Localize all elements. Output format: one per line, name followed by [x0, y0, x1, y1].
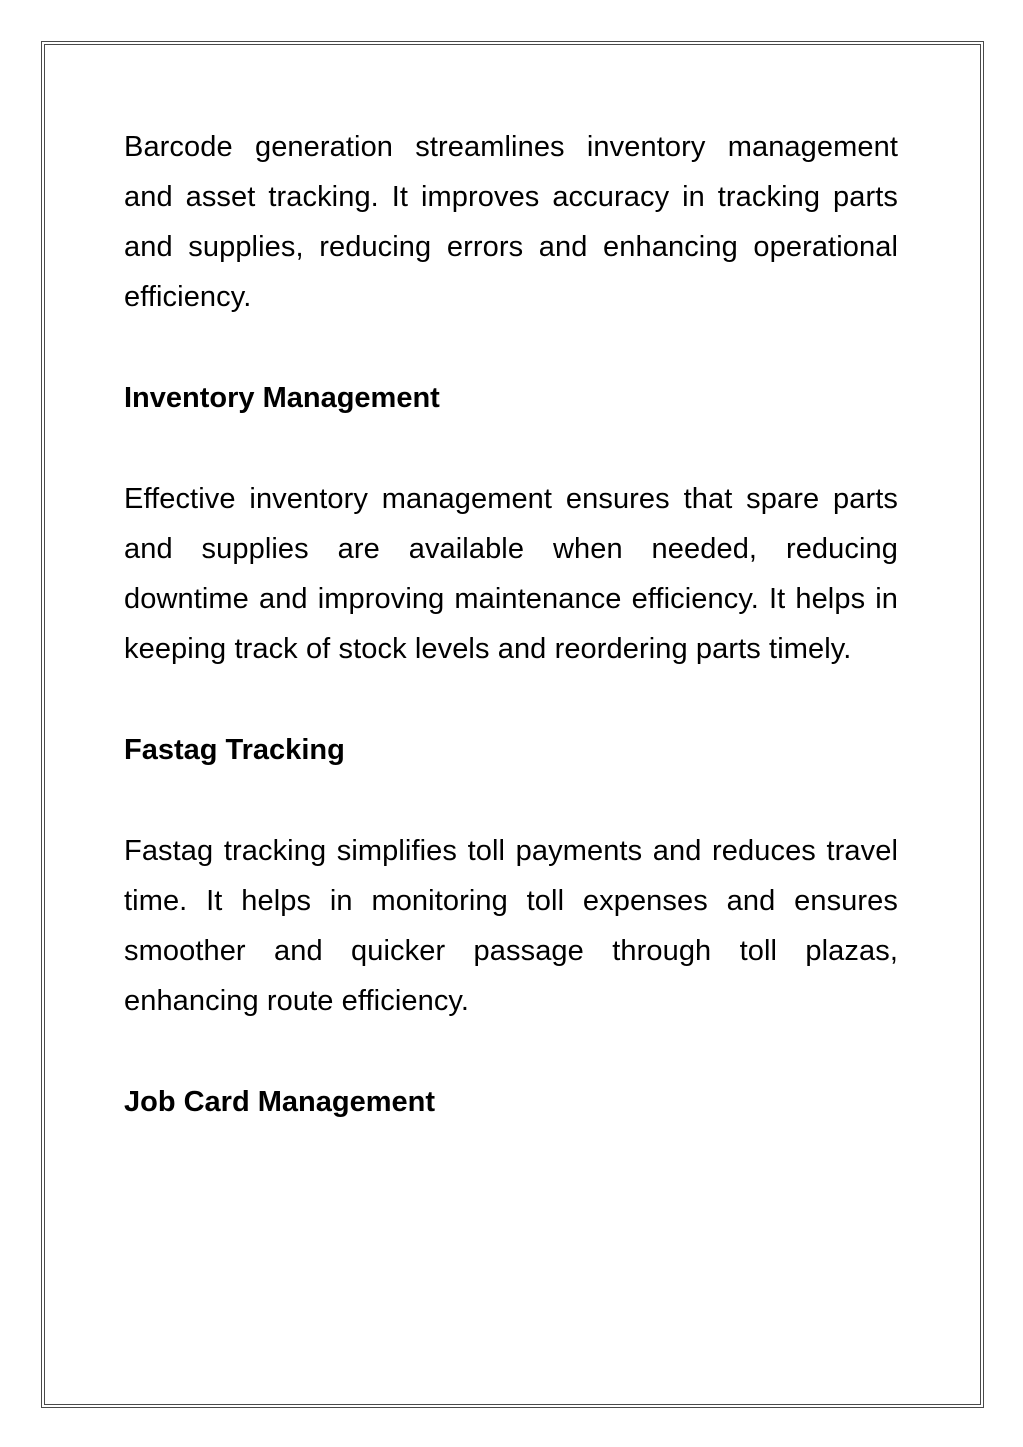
spacer [124, 322, 898, 373]
barcode-paragraph: Barcode generation streamlines inventory management and asset tracking. It improves accuracy in tracking parts and supplies, reducing errors and enhancing operational efficiency. [124, 131, 898, 313]
spacer [124, 775, 898, 826]
spacer [124, 1026, 898, 1077]
document-body [124, 122, 898, 1127]
spacer [124, 674, 898, 725]
fastag-tracking-heading: Fastag Tracking [124, 734, 345, 766]
spacer [124, 423, 898, 474]
inventory-paragraph: Effective inventory management ensures that spare parts and supplies are available when needed, reducing downtime and improving maintenance efficiency. It helps in keeping track of stock levels and reordering parts timely. [124, 483, 898, 665]
job-card-management-heading: Job Card Management [124, 1086, 435, 1118]
inventory-management-heading: Inventory Management [124, 382, 440, 414]
fastag-paragraph: Fastag tracking simplifies toll payments and reduces travel time. It helps in monitoring toll expenses and ensures smoother and quicker passage through toll plazas, enhancing route efficiency. [124, 835, 898, 1017]
